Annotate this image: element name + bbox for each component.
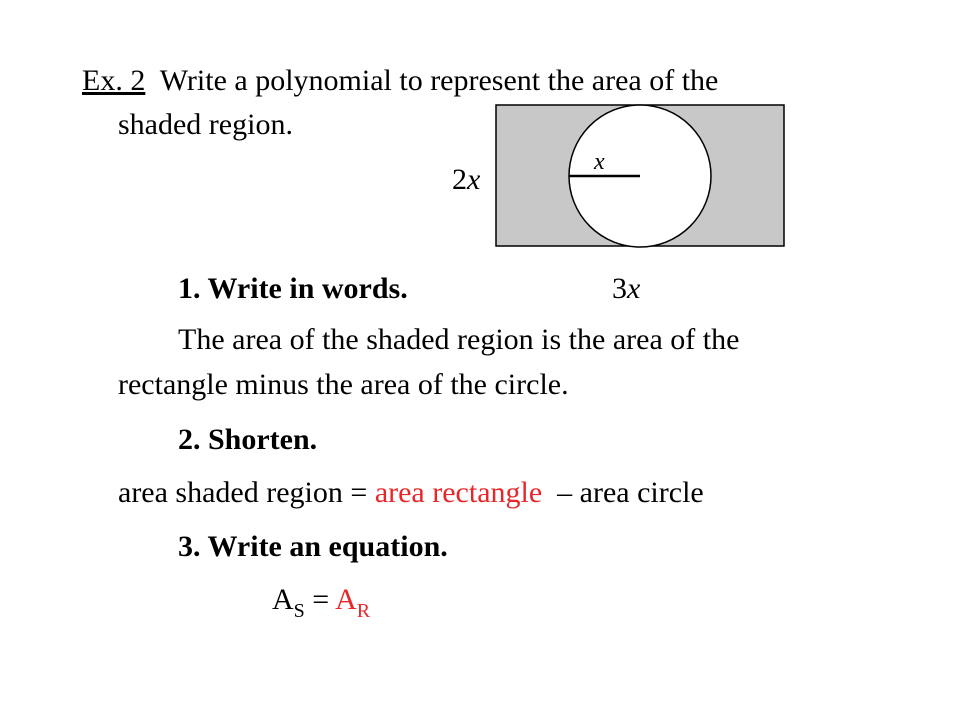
shorten-right: – area circle xyxy=(542,476,704,509)
shorten-equation xyxy=(118,478,704,508)
prompt-line-1: Write a polynomial to represent the area of the xyxy=(159,64,719,97)
step-2-title: 2. Shorten. xyxy=(178,423,318,456)
equals-sign: = xyxy=(304,583,336,616)
step-1-text-line-1: The area of the shaded region is the area of the xyxy=(178,323,740,356)
area-rectangle-symbol: $A_R$ xyxy=(335,583,371,622)
shorten-left: area shaded region = xyxy=(118,476,375,509)
rectangle-width-label: 3x xyxy=(612,272,641,305)
step-1-text-line-2: rectangle minus the area of the circle. xyxy=(118,368,569,401)
step-3-title: 3. Write an equation. xyxy=(178,530,448,563)
rectangle-height-label: 2x xyxy=(452,163,481,196)
area-shaded-symbol: $A_S$ xyxy=(272,583,305,622)
shorten-red-term: area rectangle xyxy=(374,476,543,509)
prompt-line-2: shaded region. xyxy=(118,108,293,141)
radius-label: x xyxy=(594,149,605,175)
example-label: Ex. 2 xyxy=(82,64,146,97)
step-1-title: 1. Write in words. xyxy=(178,272,408,305)
area-equation xyxy=(272,583,371,622)
step-1-row xyxy=(178,274,408,304)
